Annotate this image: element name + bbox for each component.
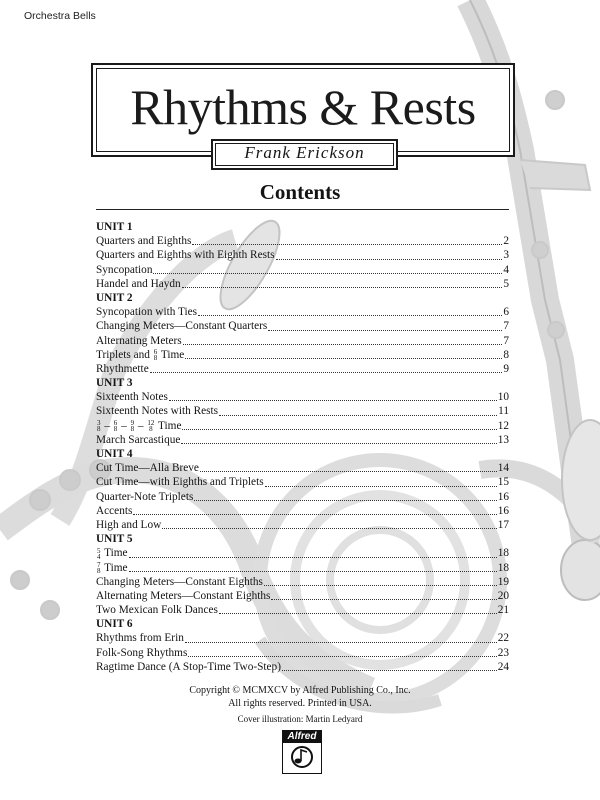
page-number: 13 [497, 433, 509, 446]
dot-leader [129, 558, 497, 572]
entry-title: 7 8 Time [97, 560, 128, 575]
dot-leader [162, 515, 496, 529]
entry-title: Two Mexican Folk Dances [96, 604, 218, 617]
entry-title: Alternating Meters [96, 334, 182, 347]
toc-entry [96, 433, 509, 447]
time-signature: 6 8 [153, 348, 158, 363]
dot-leader [129, 543, 497, 557]
page-number: 16 [497, 504, 509, 517]
music-note-icon [283, 743, 321, 771]
entry-title: Alternating Meters—Constant Eighths [96, 589, 271, 602]
unit-heading: UNIT 3 [96, 377, 133, 390]
dot-leader [282, 657, 497, 671]
author-name: Frank Erickson [244, 143, 365, 162]
page-number: 14 [497, 462, 509, 475]
copyright-line: Copyright © MCMXCV by Alfred Publishing Co., Inc. [189, 685, 411, 696]
entry-title: 3 8 – 6 8 – 9 8 – 12 8 Time [97, 419, 182, 434]
page-number: 20 [497, 589, 509, 602]
page-number: 10 [497, 391, 509, 404]
page-number: 17 [497, 518, 509, 531]
dot-leader [183, 331, 503, 345]
entry-title: High and Low [96, 518, 162, 531]
page-number: 18 [497, 547, 509, 560]
page-number: 7 [503, 334, 509, 347]
entry-title: Triplets and 6 8 Time [96, 348, 185, 363]
page-number: 23 [497, 646, 509, 659]
entry-title: Quarters and Eighths [96, 235, 192, 248]
page-number: 18 [497, 561, 509, 574]
author-frame [211, 139, 398, 170]
entry-title: Syncopation [96, 263, 153, 276]
toc-entry [96, 362, 509, 376]
toc-entry [96, 660, 509, 674]
dot-leader [182, 416, 496, 430]
page-number: 6 [503, 306, 509, 319]
entry-title: Syncopation with Ties [96, 306, 198, 319]
time-signature: 6 8 [113, 419, 118, 434]
page-number: 5 [503, 277, 509, 290]
part-name-label: Orchestra Bells [24, 10, 96, 22]
cover-credit: Cover illustration: Martin Ledyard [237, 714, 363, 724]
entry-title: Rhythms from Erin [96, 632, 184, 645]
unit-heading: UNIT 1 [96, 221, 133, 233]
entry-title: Accents [96, 504, 133, 517]
entry-title: 5 4 Time [97, 546, 128, 561]
time-signature: 9 8 [130, 419, 135, 434]
entry-title: Cut Time—with Eighths and Triplets [96, 476, 264, 489]
entry-title: Cut Time—Alla Breve [96, 462, 199, 475]
unit-heading: UNIT 6 [96, 618, 133, 631]
dot-leader [185, 345, 502, 359]
page-number: 24 [497, 660, 509, 673]
entry-title: Ragtime Dance (A Stop-Time Two-Step) [96, 660, 281, 673]
page-number: 12 [497, 419, 509, 432]
entry-title: Quarter-Note Triplets [96, 490, 194, 503]
entry-title: Sixteenth Notes [96, 391, 168, 404]
page-number: 7 [503, 320, 509, 333]
toc-entry [96, 603, 509, 617]
page-number: 22 [497, 632, 509, 645]
time-signature: 12 8 [147, 419, 155, 434]
dot-leader [200, 458, 497, 472]
table-of-contents [96, 220, 509, 674]
entry-title: Sixteenth Notes with Rests [96, 405, 219, 418]
alfred-logo-text: Alfred [283, 731, 321, 743]
dot-leader [188, 643, 496, 657]
rights-line: All rights reserved. Printed in USA. [228, 698, 372, 709]
page-number: 19 [497, 575, 509, 588]
entry-title: Folk-Song Rhythms [96, 646, 188, 659]
dot-leader [276, 245, 503, 259]
alfred-music-logo [282, 730, 322, 774]
dot-leader [194, 487, 496, 501]
page-number: 3 [503, 249, 509, 262]
dot-leader [181, 430, 496, 444]
book-title: Rhythms & Rests [130, 79, 476, 135]
entry-title: Changing Meters—Constant Quarters [96, 320, 268, 333]
page-number: 4 [503, 263, 509, 276]
entry-title: March Sarcastique [96, 433, 181, 446]
entry-title: Changing Meters—Constant Eighths [96, 575, 263, 588]
page-number: 11 [498, 405, 509, 418]
dot-leader [153, 260, 502, 274]
page-number: 8 [503, 348, 509, 361]
time-signature: 3 8 [97, 419, 101, 434]
dot-leader [192, 231, 502, 245]
unit-heading: UNIT 2 [96, 291, 133, 304]
toc-entry [96, 518, 509, 532]
dot-leader [182, 274, 503, 288]
dot-leader [150, 359, 503, 373]
contents-divider [96, 209, 509, 210]
time-signature: 5 4 [97, 546, 101, 561]
dot-leader [271, 586, 496, 600]
entry-title: Handel and Haydn [96, 277, 181, 290]
dot-leader [169, 387, 497, 401]
dot-leader [198, 302, 502, 316]
dot-leader [265, 472, 497, 486]
toc-entry [96, 277, 509, 291]
page-number: 21 [497, 604, 509, 617]
dot-leader [219, 600, 497, 614]
unit-heading: UNIT 4 [96, 448, 133, 460]
page-number: 2 [503, 235, 509, 248]
dot-leader [185, 628, 497, 642]
unit-heading: UNIT 5 [96, 533, 133, 546]
entry-title: Quarters and Eighths with Eighth Rests [96, 249, 275, 262]
page-number: 15 [497, 476, 509, 489]
dot-leader [268, 316, 502, 330]
contents-heading: Contents [259, 180, 341, 204]
page-number: 9 [503, 362, 509, 375]
entry-title: Rhythmette [96, 362, 149, 375]
dot-leader [133, 501, 496, 515]
dot-leader [219, 401, 497, 415]
dot-leader [264, 572, 497, 586]
page-number: 16 [497, 490, 509, 503]
time-signature: 7 8 [97, 560, 101, 575]
